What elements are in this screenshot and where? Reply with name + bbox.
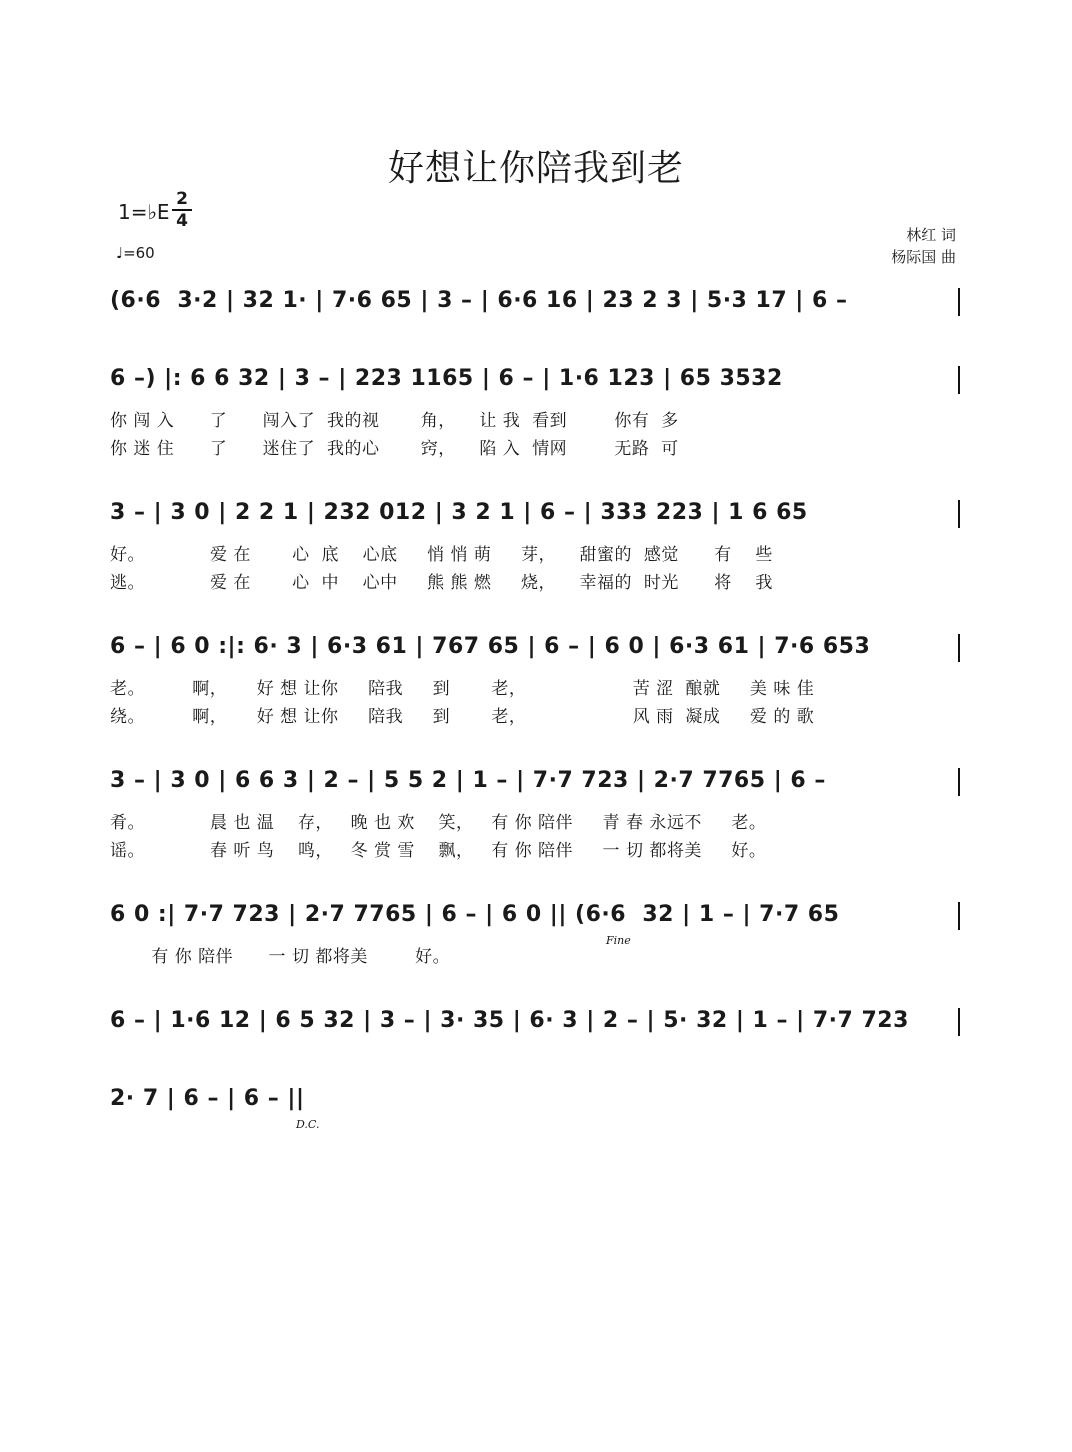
composer: 杨际国 曲: [891, 248, 956, 266]
barline: [958, 1008, 960, 1036]
barline: [958, 366, 960, 394]
barline: [958, 768, 960, 796]
barline: [958, 288, 960, 316]
lyrics-row-2-verse-2: 你 迷 住 了 迷住了 我的心 窍， 陷 入 情网 无路 可: [110, 439, 679, 459]
staff-row-1: (6·6 3·2 | 32 1· | 7·6 65 | 3 – | 6·6 16 | 23 2 3 | 5·3 17 | 6 –: [110, 288, 848, 313]
lyricist: 林红 词: [906, 226, 956, 244]
lyrics-row-5-verse-2: 谣。 春 听 鸟 鸣， 冬 赏 雪 飘， 有 你 陪伴 一 切 都将美 好。: [110, 841, 767, 861]
staff-row-5: 3 – | 3 0 | 6 6 3 | 2 – | 5 5 2 | 1 – | 7·7 723 | 2·7 7765 | 6 –: [110, 768, 826, 793]
time-signature-bottom: 4: [176, 211, 188, 231]
song-title: 好想让你陪我到老: [387, 148, 684, 189]
staff-row-3: 3 – | 3 0 | 2 2 1 | 232 012 | 3 2 1 | 6 – | 333 223 | 1 6 65: [110, 500, 808, 525]
key-signature: 1=♭E: [118, 200, 170, 224]
lyrics-row-3-verse-2: 逃。 爱 在 心 中 心中 熊 熊 燃 烧， 幸福的 时光 将 我: [110, 573, 773, 593]
time-signature: [172, 190, 192, 230]
lyrics-row-6: 有 你 陪伴 一 切 都将美 好。: [110, 947, 451, 967]
barline: [958, 902, 960, 930]
barline: [958, 634, 960, 662]
dc-marking: D.C.: [296, 1118, 320, 1131]
staff-row-4: 6 – | 6 0 :|: 6· 3 | 6·3 61 | 767 65 | 6 – | 6 0 | 6·3 61 | 7·6 653: [110, 634, 871, 659]
barline: [958, 500, 960, 528]
credits: [891, 224, 956, 268]
staff-row-2: 6 –) |: 6 6 32 | 3 – | 223 1165 | 6 – | 1·6 123 | 65 3532: [110, 366, 783, 391]
lyrics-row-5-verse-1: 肴。 晨 也 温 存， 晚 也 欢 笑， 有 你 陪伴 青 春 永远不 老。: [110, 813, 767, 833]
fine-marking: Fine: [606, 934, 631, 947]
lyrics-row-4-verse-1: 老。 啊， 好 想 让你 陪我 到 老， 苦 涩 酿就 美 味 佳: [110, 679, 815, 699]
staff-row-7: 6 – | 1·6 12 | 6 5 32 | 3 – | 3· 35 | 6· 3 | 2 – | 5· 32 | 1 – | 7·7 723: [110, 1008, 909, 1033]
lyrics-row-4-verse-2: 绕。 啊， 好 想 让你 陪我 到 老， 风 雨 凝成 爱 的 歌: [110, 707, 815, 727]
staff-row-6: 6 0 :| 7·7 723 | 2·7 7765 | 6 – | 6 0 || (6·6 32 | 1 – | 7·7 65: [110, 902, 840, 927]
staff-row-8: 2· 7 | 6 – | 6 – ||: [110, 1086, 305, 1111]
time-signature-top: 2: [176, 189, 188, 209]
lyrics-row-2-verse-1: 你 闯 入 了 闯入了 我的视 角， 让 我 看到 你有 多: [110, 411, 679, 431]
lyrics-row-3-verse-1: 好。 爱 在 心 底 心底 悄 悄 萌 芽， 甜蜜的 感觉 有 些: [110, 545, 773, 565]
tempo-marking: ♩=60: [116, 244, 155, 262]
